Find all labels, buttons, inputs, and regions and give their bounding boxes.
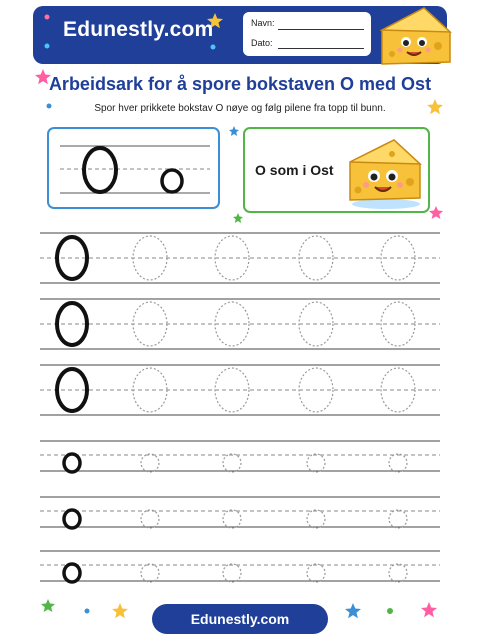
trace-lowercase-o (223, 564, 241, 582)
trace-lowercase-o (307, 454, 325, 472)
model-lowercase-o (64, 454, 80, 472)
date-label: Dato: (251, 38, 273, 48)
trace-lowercase-o (141, 510, 159, 528)
trace-lowercase-o (389, 454, 407, 472)
trace-lowercase-o (223, 510, 241, 528)
model-lowercase-o (64, 510, 80, 528)
brand-logo-text: Edunestly.com (63, 18, 214, 41)
trace-lowercase-o (141, 564, 159, 582)
footer-brand: Edunestly.com (190, 611, 290, 627)
trace-lowercase-o (307, 510, 325, 528)
name-label: Navn: (251, 18, 275, 28)
model-lowercase-o (64, 564, 80, 582)
trace-lowercase-o (141, 454, 159, 472)
trace-lowercase-o (389, 510, 407, 528)
page-title: Arbeidsark for å spore bokstaven O med Ost (48, 74, 432, 94)
trace-lowercase-o (223, 454, 241, 472)
cheese-label: O som i Ost (255, 162, 334, 178)
trace-lowercase-o (307, 564, 325, 582)
trace-lowercase-o (389, 564, 407, 582)
instruction-text: Spor hver prikkete bokstav O nøye og følg pilene fra topp til bunn. (94, 103, 386, 114)
